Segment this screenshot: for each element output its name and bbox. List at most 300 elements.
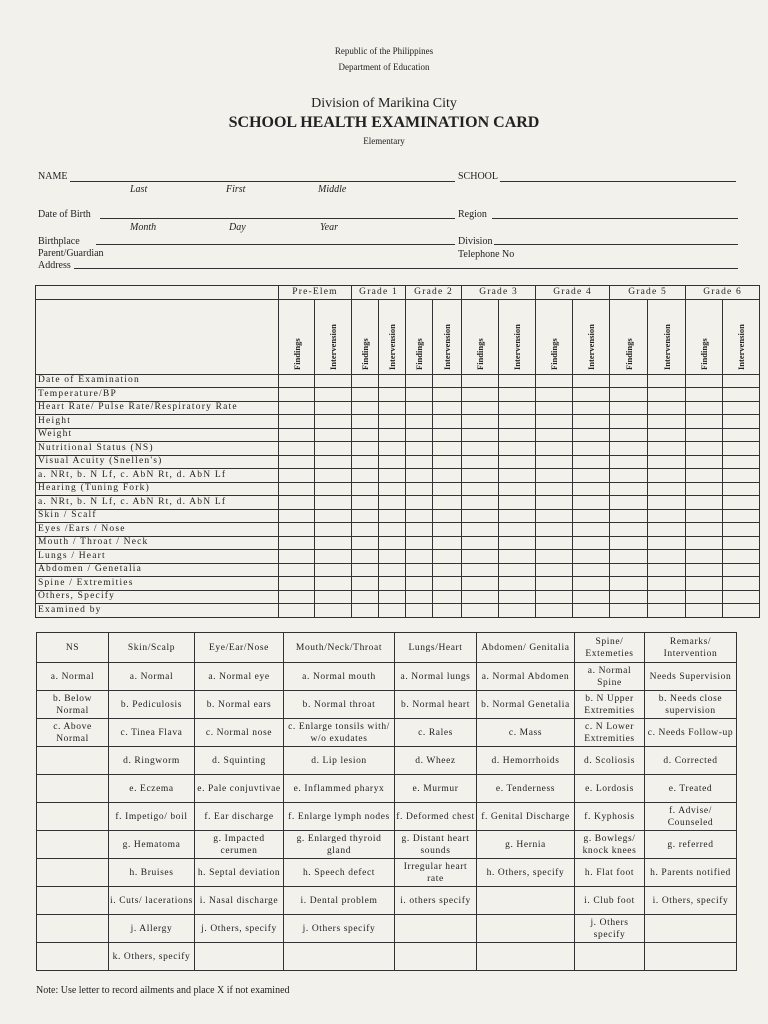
legend-cell: j. Others, specify [195, 915, 284, 943]
exam-entry-cell[interactable] [499, 563, 536, 577]
legend-cell: g. Enlarged thyroid gland [284, 831, 395, 859]
exam-entry-cell[interactable] [536, 496, 573, 510]
exam-entry-cell[interactable] [433, 374, 462, 388]
exam-entry-cell[interactable] [648, 469, 686, 483]
exam-entry-cell[interactable] [648, 509, 686, 523]
exam-entry-cell[interactable] [406, 536, 433, 550]
exam-entry-cell[interactable] [723, 509, 760, 523]
exam-entry-cell[interactable] [648, 577, 686, 591]
exam-entry-cell[interactable] [686, 577, 723, 591]
exam-entry-cell[interactable] [315, 469, 352, 483]
exam-entry-cell[interactable] [648, 563, 686, 577]
exam-entry-cell[interactable] [279, 590, 315, 604]
exam-entry-cell[interactable] [499, 536, 536, 550]
exam-entry-cell[interactable] [433, 496, 462, 510]
exam-entry-cell[interactable] [536, 590, 573, 604]
exam-entry-cell[interactable] [406, 415, 433, 429]
exam-entry-cell[interactable] [686, 455, 723, 469]
exam-entry-cell[interactable] [723, 388, 760, 402]
legend-cell: e. Treated [645, 775, 737, 803]
school-field[interactable] [500, 181, 736, 182]
republic-text: Republic of the Philippines [334, 46, 434, 56]
exam-entry-cell[interactable] [406, 550, 433, 564]
exam-entry-cell[interactable] [279, 577, 315, 591]
exam-entry-cell[interactable] [315, 401, 352, 415]
exam-entry-cell[interactable] [315, 563, 352, 577]
exam-row-label: Height [36, 415, 279, 429]
exam-entry-cell[interactable] [433, 442, 462, 456]
legend-header: Abdomen/ Genitalia [477, 633, 575, 663]
exam-entry-cell[interactable] [536, 388, 573, 402]
exam-entry-cell[interactable] [379, 604, 406, 618]
exam-entry-cell[interactable] [279, 536, 315, 550]
address-field[interactable] [74, 268, 738, 269]
exam-entry-cell[interactable] [406, 455, 433, 469]
exam-entry-cell[interactable] [573, 590, 610, 604]
exam-entry-cell[interactable] [573, 496, 610, 510]
grade-header: Pre-Elem [279, 286, 352, 300]
exam-entry-cell[interactable] [315, 496, 352, 510]
exam-entry-cell[interactable] [536, 577, 573, 591]
exam-entry-cell[interactable] [686, 536, 723, 550]
exam-entry-cell[interactable] [686, 401, 723, 415]
exam-entry-cell[interactable] [686, 590, 723, 604]
exam-entry-cell[interactable] [610, 550, 648, 564]
exam-entry-cell[interactable] [433, 401, 462, 415]
exam-entry-cell[interactable] [406, 482, 433, 496]
exam-entry-cell[interactable] [433, 469, 462, 483]
exam-entry-cell[interactable] [462, 455, 499, 469]
exam-entry-cell[interactable] [462, 536, 499, 550]
exam-entry-cell[interactable] [462, 590, 499, 604]
grade-header: Grade 4 [536, 286, 610, 300]
exam-entry-cell[interactable] [648, 455, 686, 469]
exam-entry-cell[interactable] [433, 523, 462, 537]
exam-entry-cell[interactable] [686, 509, 723, 523]
exam-entry-cell[interactable] [279, 374, 315, 388]
exam-entry-cell[interactable] [499, 388, 536, 402]
exam-entry-cell[interactable] [573, 428, 610, 442]
exam-entry-cell[interactable] [648, 496, 686, 510]
exam-entry-cell[interactable] [406, 577, 433, 591]
exam-entry-cell[interactable] [352, 401, 379, 415]
exam-entry-cell[interactable] [352, 415, 379, 429]
exam-entry-cell[interactable] [686, 563, 723, 577]
exam-entry-cell[interactable] [499, 523, 536, 537]
exam-entry-cell[interactable] [315, 590, 352, 604]
exam-entry-cell[interactable] [379, 577, 406, 591]
exam-entry-cell[interactable] [462, 401, 499, 415]
exam-entry-cell[interactable] [648, 442, 686, 456]
exam-entry-cell[interactable] [610, 455, 648, 469]
exam-entry-cell[interactable] [279, 415, 315, 429]
exam-entry-cell[interactable] [610, 388, 648, 402]
exam-entry-cell[interactable] [433, 428, 462, 442]
birthplace-field[interactable] [96, 244, 455, 245]
exam-entry-cell[interactable] [406, 374, 433, 388]
exam-entry-cell[interactable] [462, 374, 499, 388]
exam-entry-cell[interactable] [610, 401, 648, 415]
exam-entry-cell[interactable] [610, 428, 648, 442]
exam-entry-cell[interactable] [499, 415, 536, 429]
exam-entry-cell[interactable] [315, 536, 352, 550]
exam-entry-cell[interactable] [433, 590, 462, 604]
exam-entry-cell[interactable] [462, 415, 499, 429]
exam-entry-cell[interactable] [315, 509, 352, 523]
exam-entry-cell[interactable] [279, 496, 315, 510]
exam-entry-cell[interactable] [648, 415, 686, 429]
exam-entry-cell[interactable] [723, 590, 760, 604]
exam-entry-cell[interactable] [315, 455, 352, 469]
exam-entry-cell[interactable] [379, 374, 406, 388]
exam-entry-cell[interactable] [433, 415, 462, 429]
legend-cell: e. Pale conjuvtivae [195, 775, 284, 803]
exam-entry-cell[interactable] [573, 482, 610, 496]
exam-entry-cell[interactable] [433, 509, 462, 523]
exam-entry-cell[interactable] [610, 523, 648, 537]
exam-entry-cell[interactable] [686, 523, 723, 537]
legend-cell [477, 943, 575, 971]
exam-entry-cell[interactable] [433, 482, 462, 496]
exam-entry-cell[interactable] [573, 550, 610, 564]
exam-entry-cell[interactable] [573, 604, 610, 618]
exam-entry-cell[interactable] [315, 428, 352, 442]
exam-entry-cell[interactable] [379, 563, 406, 577]
exam-entry-cell[interactable] [352, 442, 379, 456]
exam-entry-cell[interactable] [536, 374, 573, 388]
exam-entry-cell[interactable] [379, 550, 406, 564]
exam-entry-cell[interactable] [462, 604, 499, 618]
exam-entry-cell[interactable] [499, 604, 536, 618]
exam-entry-cell[interactable] [648, 523, 686, 537]
legend-cell: c. Normal nose [195, 719, 284, 747]
exam-entry-cell[interactable] [723, 536, 760, 550]
exam-entry-cell[interactable] [279, 401, 315, 415]
exam-entry-cell[interactable] [406, 590, 433, 604]
legend-cell: a. Normal Spine [575, 663, 645, 691]
exam-entry-cell[interactable] [279, 509, 315, 523]
exam-entry-cell[interactable] [462, 496, 499, 510]
exam-entry-cell[interactable] [723, 415, 760, 429]
exam-entry-cell[interactable] [499, 455, 536, 469]
exam-entry-cell[interactable] [648, 374, 686, 388]
exam-entry-cell[interactable] [610, 496, 648, 510]
exam-entry-cell[interactable] [315, 604, 352, 618]
exam-entry-cell[interactable] [433, 577, 462, 591]
legend-cell: b. Normal throat [284, 691, 395, 719]
exam-entry-cell[interactable] [536, 401, 573, 415]
exam-entry-cell[interactable] [686, 428, 723, 442]
exam-entry-cell[interactable] [315, 550, 352, 564]
legend-cell: k. Others, specify [109, 943, 195, 971]
exam-entry-cell[interactable] [315, 482, 352, 496]
exam-entry-cell[interactable] [573, 536, 610, 550]
exam-entry-cell[interactable] [352, 496, 379, 510]
exam-entry-cell[interactable] [573, 509, 610, 523]
exam-row [36, 523, 760, 537]
findings-header [536, 299, 573, 374]
exam-entry-cell[interactable] [536, 550, 573, 564]
exam-entry-cell[interactable] [499, 496, 536, 510]
exam-entry-cell[interactable] [686, 415, 723, 429]
exam-entry-cell[interactable] [379, 590, 406, 604]
exam-entry-cell[interactable] [379, 469, 406, 483]
legend-cell [477, 887, 575, 915]
exam-entry-cell[interactable] [406, 509, 433, 523]
exam-entry-cell[interactable] [433, 388, 462, 402]
exam-entry-cell[interactable] [723, 496, 760, 510]
findings-label: Findings [475, 337, 486, 370]
exam-entry-cell[interactable] [573, 455, 610, 469]
exam-entry-cell[interactable] [379, 536, 406, 550]
exam-entry-cell[interactable] [433, 604, 462, 618]
exam-entry-cell[interactable] [686, 442, 723, 456]
exam-entry-cell[interactable] [352, 509, 379, 523]
exam-entry-cell[interactable] [379, 509, 406, 523]
exam-entry-cell[interactable] [536, 604, 573, 618]
exam-entry-cell[interactable] [462, 388, 499, 402]
exam-entry-cell[interactable] [648, 604, 686, 618]
exam-entry-cell[interactable] [723, 550, 760, 564]
legend-row [37, 831, 737, 859]
exam-entry-cell[interactable] [379, 388, 406, 402]
exam-entry-cell[interactable] [723, 577, 760, 591]
exam-entry-cell[interactable] [686, 374, 723, 388]
exam-entry-cell[interactable] [279, 428, 315, 442]
division-field[interactable] [494, 244, 738, 245]
exam-entry-cell[interactable] [279, 550, 315, 564]
exam-entry-cell[interactable] [433, 536, 462, 550]
exam-entry-cell[interactable] [433, 550, 462, 564]
exam-entry-cell[interactable] [723, 442, 760, 456]
exam-entry-cell[interactable] [462, 523, 499, 537]
exam-entry-cell[interactable] [279, 388, 315, 402]
exam-entry-cell[interactable] [379, 401, 406, 415]
exam-entry-cell[interactable] [573, 577, 610, 591]
exam-entry-cell[interactable] [499, 509, 536, 523]
exam-entry-cell[interactable] [610, 374, 648, 388]
exam-entry-cell[interactable] [648, 388, 686, 402]
legend-cell [37, 803, 109, 831]
exam-entry-cell[interactable] [648, 590, 686, 604]
exam-entry-cell[interactable] [536, 442, 573, 456]
exam-entry-cell[interactable] [406, 496, 433, 510]
exam-entry-cell[interactable] [315, 523, 352, 537]
exam-entry-cell[interactable] [686, 482, 723, 496]
exam-entry-cell[interactable] [573, 401, 610, 415]
exam-entry-cell[interactable] [406, 388, 433, 402]
exam-entry-cell[interactable] [352, 374, 379, 388]
exam-entry-cell[interactable] [686, 469, 723, 483]
findings-header [462, 299, 499, 374]
exam-entry-cell[interactable] [499, 442, 536, 456]
exam-entry-cell[interactable] [462, 428, 499, 442]
exam-entry-cell[interactable] [499, 482, 536, 496]
exam-entry-cell[interactable] [610, 415, 648, 429]
exam-entry-cell[interactable] [462, 509, 499, 523]
exam-entry-cell[interactable] [433, 455, 462, 469]
exam-entry-cell[interactable] [573, 442, 610, 456]
exam-entry-cell[interactable] [723, 563, 760, 577]
exam-entry-cell[interactable] [648, 536, 686, 550]
exam-entry-cell[interactable] [536, 536, 573, 550]
exam-entry-cell[interactable] [279, 469, 315, 483]
exam-entry-cell[interactable] [686, 604, 723, 618]
exam-entry-cell[interactable] [462, 577, 499, 591]
findings-label: Findings [414, 337, 425, 370]
exam-entry-cell[interactable] [406, 563, 433, 577]
exam-entry-cell[interactable] [406, 428, 433, 442]
exam-entry-cell[interactable] [406, 442, 433, 456]
exam-entry-cell[interactable] [723, 523, 760, 537]
exam-entry-cell[interactable] [723, 455, 760, 469]
exam-entry-cell[interactable] [723, 401, 760, 415]
exam-entry-cell[interactable] [379, 428, 406, 442]
exam-entry-cell[interactable] [433, 563, 462, 577]
exam-entry-cell[interactable] [352, 428, 379, 442]
exam-entry-cell[interactable] [352, 577, 379, 591]
exam-row [36, 590, 760, 604]
exam-entry-cell[interactable] [573, 415, 610, 429]
exam-entry-cell[interactable] [406, 604, 433, 618]
exam-entry-cell[interactable] [499, 469, 536, 483]
legend-cell [37, 747, 109, 775]
exam-entry-cell[interactable] [379, 496, 406, 510]
exam-entry-cell[interactable] [686, 550, 723, 564]
exam-entry-cell[interactable] [279, 455, 315, 469]
exam-entry-cell[interactable] [536, 415, 573, 429]
exam-entry-cell[interactable] [723, 469, 760, 483]
exam-entry-cell[interactable] [352, 604, 379, 618]
exam-entry-cell[interactable] [462, 550, 499, 564]
dob-field[interactable] [100, 218, 455, 219]
legend-cell: d. Ringworm [109, 747, 195, 775]
exam-entry-cell[interactable] [315, 577, 352, 591]
exam-entry-cell[interactable] [610, 442, 648, 456]
exam-entry-cell[interactable] [406, 401, 433, 415]
exam-entry-cell[interactable] [610, 536, 648, 550]
legend-cell [645, 943, 737, 971]
exam-entry-cell[interactable] [648, 550, 686, 564]
exam-entry-cell[interactable] [352, 563, 379, 577]
exam-entry-cell[interactable] [352, 550, 379, 564]
exam-row-label: Examined by [36, 604, 279, 618]
exam-entry-cell[interactable] [462, 482, 499, 496]
exam-entry-cell[interactable] [573, 523, 610, 537]
exam-entry-cell[interactable] [352, 482, 379, 496]
exam-entry-cell[interactable] [723, 604, 760, 618]
exam-entry-cell[interactable] [279, 604, 315, 618]
exam-entry-cell[interactable] [462, 469, 499, 483]
exam-entry-cell[interactable] [352, 590, 379, 604]
exam-entry-cell[interactable] [536, 469, 573, 483]
exam-entry-cell[interactable] [315, 415, 352, 429]
exam-entry-cell[interactable] [723, 374, 760, 388]
exam-entry-cell[interactable] [462, 442, 499, 456]
exam-entry-cell[interactable] [686, 496, 723, 510]
exam-entry-cell[interactable] [379, 482, 406, 496]
exam-entry-cell[interactable] [648, 428, 686, 442]
legend-cell: e. Lordosis [575, 775, 645, 803]
legend-header: Eye/Ear/Nose [195, 633, 284, 663]
exam-entry-cell[interactable] [573, 374, 610, 388]
exam-entry-cell[interactable] [352, 523, 379, 537]
exam-entry-cell[interactable] [279, 482, 315, 496]
exam-entry-cell[interactable] [573, 469, 610, 483]
intervension-label: Intervension [387, 323, 398, 370]
intervension-label: Intervension [442, 323, 453, 370]
exam-entry-cell[interactable] [379, 455, 406, 469]
exam-entry-cell[interactable] [315, 442, 352, 456]
exam-entry-cell[interactable] [573, 563, 610, 577]
exam-entry-cell[interactable] [648, 401, 686, 415]
exam-entry-cell[interactable] [499, 428, 536, 442]
legend-cell: b. Normal ears [195, 691, 284, 719]
exam-entry-cell[interactable] [536, 482, 573, 496]
exam-row-label: a. NRt, b. N Lf, c. AbN Rt, d. AbN Lf [36, 469, 279, 483]
exam-entry-cell[interactable] [610, 590, 648, 604]
exam-entry-cell[interactable] [536, 428, 573, 442]
exam-entry-cell[interactable] [499, 577, 536, 591]
exam-entry-cell[interactable] [536, 523, 573, 537]
exam-entry-cell[interactable] [648, 482, 686, 496]
exam-row-label: Heart Rate/ Pulse Rate/Respiratory Rate [36, 401, 279, 415]
exam-row [36, 428, 760, 442]
exam-entry-cell[interactable] [406, 523, 433, 537]
exam-entry-cell[interactable] [610, 563, 648, 577]
exam-entry-cell[interactable] [352, 455, 379, 469]
exam-entry-cell[interactable] [610, 509, 648, 523]
exam-entry-cell[interactable] [610, 604, 648, 618]
exam-entry-cell[interactable] [499, 590, 536, 604]
exam-entry-cell[interactable] [462, 563, 499, 577]
exam-entry-cell[interactable] [536, 563, 573, 577]
exam-entry-cell[interactable] [723, 482, 760, 496]
exam-entry-cell[interactable] [352, 469, 379, 483]
region-field[interactable] [492, 218, 738, 219]
exam-entry-cell[interactable] [352, 536, 379, 550]
exam-row-label: Hearing (Tuning Fork) [36, 482, 279, 496]
intervension-header [433, 299, 462, 374]
exam-entry-cell[interactable] [499, 374, 536, 388]
exam-entry-cell[interactable] [610, 577, 648, 591]
exam-entry-cell[interactable] [315, 388, 352, 402]
exam-entry-cell[interactable] [379, 415, 406, 429]
exam-entry-cell[interactable] [610, 469, 648, 483]
exam-entry-cell[interactable] [379, 442, 406, 456]
exam-entry-cell[interactable] [279, 442, 315, 456]
exam-entry-cell[interactable] [379, 523, 406, 537]
exam-entry-cell[interactable] [536, 455, 573, 469]
exam-entry-cell[interactable] [536, 509, 573, 523]
legend-table [36, 632, 737, 971]
exam-entry-cell[interactable] [499, 550, 536, 564]
exam-entry-cell[interactable] [499, 401, 536, 415]
exam-entry-cell[interactable] [573, 388, 610, 402]
exam-entry-cell[interactable] [315, 374, 352, 388]
findings-label: Findings [623, 337, 634, 370]
exam-entry-cell[interactable] [406, 469, 433, 483]
exam-entry-cell[interactable] [279, 523, 315, 537]
exam-entry-cell[interactable] [352, 388, 379, 402]
exam-entry-cell[interactable] [723, 428, 760, 442]
exam-entry-cell[interactable] [279, 563, 315, 577]
legend-cell: g. Distant heart sounds [395, 831, 477, 859]
exam-row [36, 469, 760, 483]
name-field[interactable] [70, 181, 455, 182]
exam-entry-cell[interactable] [610, 482, 648, 496]
exam-entry-cell[interactable] [686, 388, 723, 402]
